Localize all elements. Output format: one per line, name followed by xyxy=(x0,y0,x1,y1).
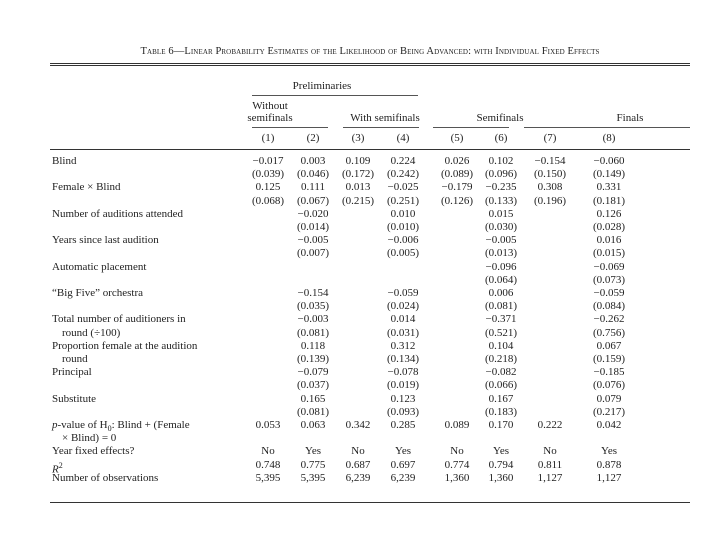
pvalue-tail: : Blind + (Female xyxy=(111,419,190,431)
coefficient-cell: 0.111 xyxy=(301,181,325,194)
coefficient-cell: 0.003 xyxy=(300,155,326,167)
table-title: Table 6—Linear Probability Estimates of the Likelihood of Being Advanced: with Individual Fixed Effects xyxy=(140,46,600,57)
std-error-cell: (0.015) xyxy=(592,247,626,260)
column-number: (3) xyxy=(351,132,365,144)
coefficient-cell: 0.006 xyxy=(488,287,514,299)
coefficient-cell: 0.109 xyxy=(345,155,371,167)
std-error-cell: (0.093) xyxy=(386,405,420,418)
header-with-rule xyxy=(343,127,419,128)
coefficient-cell: −0.079 xyxy=(297,366,329,379)
std-error-cell: (0.039) xyxy=(251,168,285,181)
row-label: round (÷100) xyxy=(62,326,121,339)
top-rule-2 xyxy=(50,65,690,66)
coefficient-cell: 0.331 xyxy=(596,181,622,194)
year-fe-cell: Yes xyxy=(600,445,617,458)
coefficient-cell: 0.014 xyxy=(390,313,416,326)
coefficient-cell: −0.017 xyxy=(252,155,284,167)
coefficient-cell: −0.179 xyxy=(441,181,473,194)
nobs-cell: 5,395 xyxy=(300,471,326,484)
coefficient-cell: 0.224 xyxy=(390,155,416,167)
pvalue-cell: 0.222 xyxy=(537,419,563,431)
r2-cell: 0.794 xyxy=(488,458,514,471)
coefficient-cell: 0.104 xyxy=(488,339,514,352)
column-number: (2) xyxy=(306,132,320,144)
coefficient-cell: −0.069 xyxy=(593,260,625,273)
row-label: Years since last audition xyxy=(52,234,159,247)
coefficient-cell: −0.262 xyxy=(593,313,625,326)
coefficient-cell: 0.102 xyxy=(488,155,514,167)
std-error-cell: (0.019) xyxy=(386,379,420,392)
pvalue-cell: 0.285 xyxy=(390,419,416,431)
coefficient-cell: 0.016 xyxy=(596,234,622,247)
r2-sup: 2 xyxy=(58,460,63,470)
row-label: Principal xyxy=(52,366,92,379)
header-semifinals: Semifinals xyxy=(476,112,524,124)
coefficient-cell: −0.020 xyxy=(297,207,329,220)
std-error-cell: (0.024) xyxy=(386,300,420,313)
r2-cell: 0.748 xyxy=(255,458,281,471)
std-error-cell: (0.014) xyxy=(296,221,330,233)
coefficient-cell: 0.026 xyxy=(444,155,470,167)
coefficient-cell: −0.025 xyxy=(387,181,419,194)
std-error-cell: (0.521) xyxy=(484,326,518,339)
std-error-cell: (0.066) xyxy=(484,379,518,392)
row-label: Automatic placement xyxy=(52,260,147,273)
nobs-cell: 1,127 xyxy=(537,471,563,484)
coefficient-cell: −0.096 xyxy=(485,260,517,273)
std-error-cell: (0.172) xyxy=(341,168,375,181)
year-fe-cell: Yes xyxy=(492,445,509,458)
top-rule xyxy=(50,63,690,64)
coefficient-cell: 0.123 xyxy=(390,392,416,405)
std-error-cell: (0.067) xyxy=(296,194,330,207)
coefficient-cell: −0.082 xyxy=(485,366,517,379)
column-number: (7) xyxy=(543,132,557,144)
year-fe-cell: No xyxy=(450,445,464,458)
std-error-cell: (0.081) xyxy=(296,405,330,418)
coefficient-cell: 0.015 xyxy=(488,207,514,220)
coefficient-cell: −0.003 xyxy=(297,313,329,326)
pvalue-cell: 0.053 xyxy=(255,419,281,431)
column-number: (5) xyxy=(450,132,464,144)
row-label: round xyxy=(62,353,88,365)
row-label: “Big Five” orchestra xyxy=(52,287,144,299)
row-label: Total number of auditioners in xyxy=(52,313,186,326)
bottom-rule xyxy=(50,502,690,503)
coefficient-cell: −0.059 xyxy=(593,287,625,299)
std-error-cell: (0.134) xyxy=(386,353,420,365)
pvalue-cell: 0.342 xyxy=(345,419,371,431)
row-label: Year fixed effects? xyxy=(52,445,135,458)
coefficient-cell: 0.125 xyxy=(255,181,281,194)
pvalue-p: p xyxy=(52,419,58,431)
header-semifinals-rule xyxy=(433,127,509,128)
pvalue-cell: 0.063 xyxy=(300,419,326,431)
row-label: Number of observations xyxy=(52,471,159,484)
std-error-cell: (0.084) xyxy=(592,300,626,313)
std-error-cell: (0.181) xyxy=(592,194,626,207)
row-label: Number of auditions attended xyxy=(52,207,184,220)
r2-cell: 0.774 xyxy=(444,458,470,471)
pvalue-cell: 0.170 xyxy=(488,419,514,431)
r2-cell: 0.878 xyxy=(596,458,622,471)
header-without-rule xyxy=(252,127,328,128)
std-error-cell: (0.159) xyxy=(592,353,626,365)
coefficient-cell: 0.013 xyxy=(345,181,371,194)
std-error-cell: (0.149) xyxy=(592,168,626,181)
std-error-cell: (0.030) xyxy=(484,221,518,233)
coefficient-cell: 0.167 xyxy=(488,392,514,405)
std-error-cell: (0.076) xyxy=(592,379,626,392)
nobs-cell: 1,127 xyxy=(596,471,622,484)
coefficient-cell: −0.060 xyxy=(593,155,625,167)
std-error-cell: (0.196) xyxy=(533,194,567,207)
nobs-cell: 1,360 xyxy=(488,471,514,484)
row-label: Substitute xyxy=(52,392,97,405)
coefficient-cell: −0.006 xyxy=(387,234,419,247)
year-fe-cell: No xyxy=(543,445,557,458)
header-rule xyxy=(50,149,690,150)
header-semifinals-sub: semifinals xyxy=(247,112,293,124)
std-error-cell: (0.251) xyxy=(386,194,420,207)
std-error-cell: (0.064) xyxy=(484,273,518,286)
column-number: (8) xyxy=(602,132,616,144)
column-number: (1) xyxy=(261,132,275,144)
coefficient-cell: 0.067 xyxy=(596,339,622,352)
coefficient-cell: −0.059 xyxy=(387,287,419,299)
coefficient-cell: −0.154 xyxy=(534,155,566,167)
nobs-cell: 6,239 xyxy=(390,471,416,484)
std-error-cell: (0.096) xyxy=(484,168,518,181)
nobs-cell: 5,395 xyxy=(255,471,281,484)
coefficient-cell: −0.154 xyxy=(297,287,329,299)
std-error-cell: (0.035) xyxy=(296,300,330,313)
pvalue-cell: 0.089 xyxy=(444,419,470,431)
std-error-cell: (0.046) xyxy=(296,168,330,181)
coefficient-cell: 0.118 xyxy=(300,339,326,352)
std-error-cell: (0.126) xyxy=(440,194,474,207)
header-preliminaries-rule xyxy=(252,95,418,96)
std-error-cell: (0.081) xyxy=(296,326,330,339)
nobs-cell: 1,360 xyxy=(444,471,470,484)
std-error-cell: (0.215) xyxy=(341,194,375,207)
column-number: (4) xyxy=(396,132,410,144)
std-error-cell: (0.013) xyxy=(484,247,518,260)
coefficient-cell: 0.312 xyxy=(390,339,416,352)
header-with-semifinals: With semifinals xyxy=(350,112,420,124)
pvalue-cell: 0.042 xyxy=(596,419,622,431)
year-fe-cell: Yes xyxy=(304,445,321,458)
coefficient-cell: −0.005 xyxy=(485,234,517,247)
coefficient-cell: −0.005 xyxy=(297,234,329,247)
std-error-cell: (0.150) xyxy=(533,168,567,181)
r2-cell: 0.687 xyxy=(345,458,371,471)
std-error-cell: (0.037) xyxy=(296,379,330,392)
row-label: Proportion female at the audition xyxy=(52,339,198,352)
row-label: × Blind) = 0 xyxy=(62,432,117,445)
std-error-cell: (0.068) xyxy=(251,194,285,207)
r2-cell: 0.811 xyxy=(537,458,563,471)
row-label: Female × Blind xyxy=(52,181,121,194)
coefficient-cell: 0.079 xyxy=(596,392,622,405)
row-label: Blind xyxy=(52,155,77,167)
std-error-cell: (0.218) xyxy=(484,353,518,365)
pvalue-sub: 0 xyxy=(107,424,112,434)
std-error-cell: (0.005) xyxy=(386,247,420,260)
std-error-cell: (0.028) xyxy=(592,221,626,233)
pvalue-text: -value of H xyxy=(57,419,108,431)
std-error-cell: (0.183) xyxy=(484,405,518,418)
column-number: (6) xyxy=(494,132,508,144)
coefficient-cell: −0.185 xyxy=(593,366,625,379)
coefficient-cell: 0.126 xyxy=(596,207,622,220)
r2-cell: 0.697 xyxy=(390,458,416,471)
nobs-cell: 6,239 xyxy=(345,471,371,484)
coefficient-cell: −0.235 xyxy=(485,181,517,194)
std-error-cell: (0.133) xyxy=(484,194,518,207)
coefficient-cell: 0.010 xyxy=(390,207,416,220)
std-error-cell: (0.756) xyxy=(592,326,626,339)
std-error-cell: (0.073) xyxy=(592,273,626,286)
header-preliminaries: Preliminaries xyxy=(292,80,352,92)
std-error-cell: (0.089) xyxy=(440,168,474,181)
std-error-cell: (0.139) xyxy=(296,353,330,365)
year-fe-cell: No xyxy=(351,445,365,458)
std-error-cell: (0.242) xyxy=(386,168,420,181)
r2-letter: R xyxy=(52,463,59,476)
std-error-cell: (0.031) xyxy=(386,326,420,339)
coefficient-cell: −0.078 xyxy=(387,366,419,379)
year-fe-cell: Yes xyxy=(394,445,411,458)
header-finals-rule xyxy=(524,127,690,128)
header-without: Without xyxy=(252,100,288,112)
year-fe-cell: No xyxy=(261,445,275,458)
std-error-cell: (0.081) xyxy=(484,300,518,313)
coefficient-cell: 0.165 xyxy=(300,392,326,405)
r2-cell: 0.775 xyxy=(300,458,326,471)
std-error-cell: (0.007) xyxy=(296,247,330,260)
std-error-cell: (0.217) xyxy=(592,405,626,418)
std-error-cell: (0.010) xyxy=(386,221,420,233)
coefficient-cell: −0.371 xyxy=(485,313,517,326)
header-finals: Finals xyxy=(616,112,644,124)
coefficient-cell: 0.308 xyxy=(537,181,563,194)
